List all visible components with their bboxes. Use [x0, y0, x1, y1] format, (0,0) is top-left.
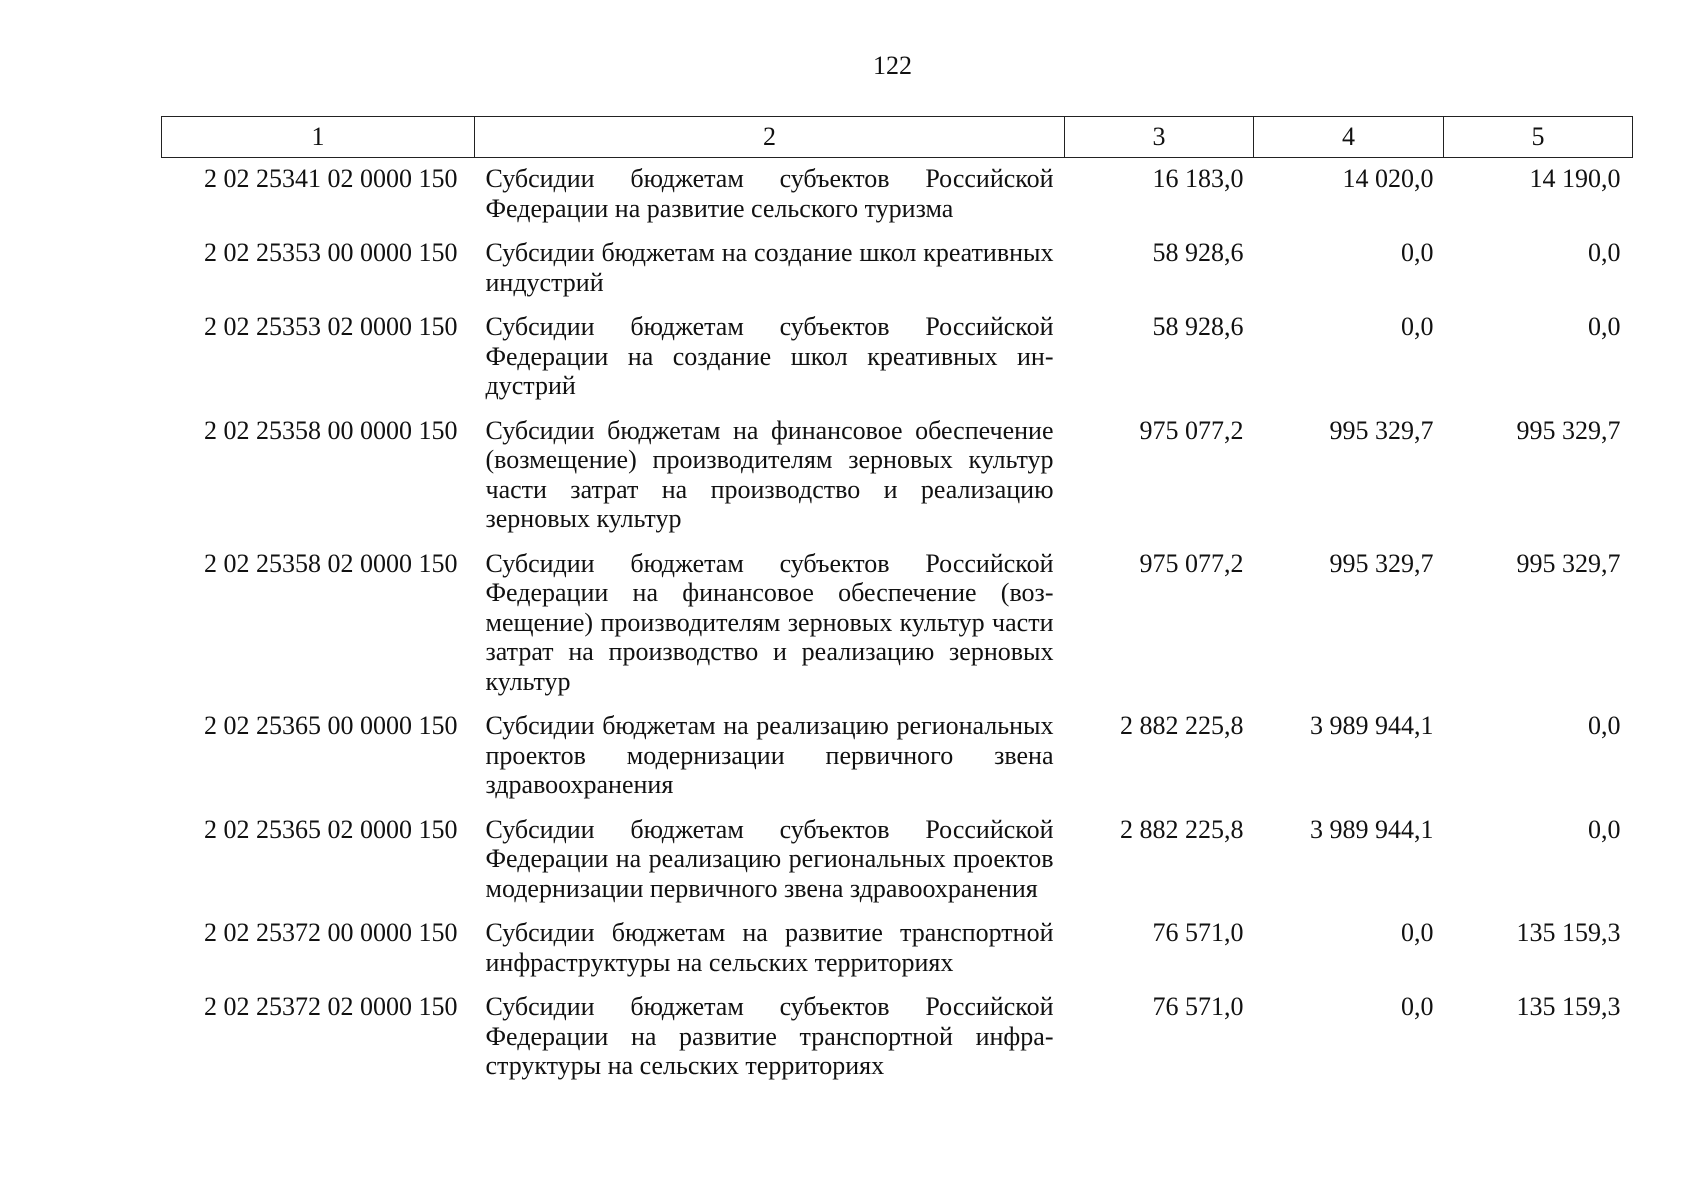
- amount-col-3: 975 077,2: [1139, 548, 1244, 578]
- revenue-code: 2 02 25372 00 0000 150: [204, 918, 458, 947]
- table-header: [162, 117, 1633, 158]
- revenue-name: Субсидии бюджетам субъектов Российской Федерации на создание школ креативных индустрий: [485, 312, 1054, 400]
- amount-col-5: 135 159,3: [1516, 918, 1621, 947]
- amount-col-3: 2 882 225,8: [1120, 711, 1244, 740]
- amount-col-5: 0,0: [1588, 711, 1621, 740]
- column-header-3: 3: [1065, 117, 1254, 158]
- amount-col-3: 2 882 225,8: [1120, 814, 1244, 844]
- amount-col-3: 76 571,0: [1152, 992, 1244, 1021]
- revenue-name: Субсидии бюджетам на развитие транспортной инфраструктуры на сельских территориях: [485, 918, 1054, 977]
- page-number: 122: [873, 51, 912, 80]
- amount-col-3: 16 183,0: [1152, 164, 1244, 193]
- revenue-name: Субсидии бюджетам на финансовое обеспечение (возмещение) производителям зерновых культур части затрат на производство и реализацию зерновых культур: [485, 415, 1054, 533]
- amount-col-3: 975 077,2: [1139, 415, 1244, 445]
- revenue-code: 2 02 25365 00 0000 150: [204, 711, 458, 740]
- revenue-code: 2 02 25365 02 0000 150: [204, 814, 458, 844]
- amount-col-4: 995 329,7: [1329, 548, 1434, 578]
- amount-col-5: 995 329,7: [1516, 415, 1621, 445]
- table-row: [162, 986, 1633, 1090]
- revenue-name: Субсидии бюджетам на реализацию региональных проектов модернизации первичного звена здравоохранения: [485, 711, 1054, 799]
- table-row: [162, 410, 1633, 543]
- revenue-code: 2 02 25358 00 0000 150: [204, 415, 458, 445]
- revenue-name: Субсидии бюджетам субъектов Российской Федерации на развитие сельского туризма: [485, 164, 1054, 223]
- table-row: [162, 158, 1633, 233]
- revenue-name: Субсидии бюджетам субъектов Российской Федерации на развитие транспортной инфраструктуры на сельских территориях: [485, 992, 1054, 1080]
- budget-table: [161, 116, 1633, 1090]
- table-row: [162, 809, 1633, 913]
- amount-col-5: 0,0: [1588, 814, 1621, 844]
- amount-col-3: 58 928,6: [1152, 312, 1244, 341]
- revenue-code: 2 02 25353 00 0000 150: [204, 238, 458, 267]
- column-header-2: 2: [475, 117, 1065, 158]
- revenue-code: 2 02 25358 02 0000 150: [204, 548, 458, 578]
- amount-col-4: 3 989 944,1: [1310, 814, 1434, 844]
- table-row: [162, 543, 1633, 706]
- amount-col-4: 0,0: [1401, 238, 1434, 267]
- table-body: [162, 158, 1633, 1090]
- revenue-name: Субсидии бюджетам на создание школ креативных индустрий: [485, 238, 1054, 297]
- header-row: [162, 117, 1633, 158]
- amount-col-3: 58 928,6: [1152, 238, 1244, 267]
- revenue-name: Субсидии бюджетам субъектов Российской Федерации на финансовое обеспечение (возмещение) производителям зерновых культур части затрат на производство и реализацию зерновых культур: [485, 548, 1054, 696]
- amount-col-4: 0,0: [1401, 312, 1434, 341]
- amount-col-5: 0,0: [1588, 238, 1621, 267]
- amount-col-5: 14 190,0: [1529, 164, 1621, 193]
- revenue-code: 2 02 25372 02 0000 150: [204, 992, 458, 1021]
- revenue-code: 2 02 25353 02 0000 150: [204, 312, 458, 341]
- amount-col-4: 14 020,0: [1342, 164, 1434, 193]
- column-header-4: 4: [1254, 117, 1444, 158]
- table-row: [162, 705, 1633, 809]
- amount-col-4: 995 329,7: [1329, 415, 1434, 445]
- column-header-5: 5: [1444, 117, 1633, 158]
- revenue-code: 2 02 25341 02 0000 150: [204, 164, 458, 193]
- column-header-1: 1: [162, 117, 475, 158]
- table-row: [162, 232, 1633, 306]
- amount-col-4: 3 989 944,1: [1310, 711, 1434, 740]
- amount-col-5: 135 159,3: [1516, 992, 1621, 1021]
- table-row: [162, 912, 1633, 986]
- amount-col-3: 76 571,0: [1152, 918, 1244, 947]
- amount-col-4: 0,0: [1401, 992, 1434, 1021]
- amount-col-4: 0,0: [1401, 918, 1434, 947]
- amount-col-5: 995 329,7: [1516, 548, 1621, 578]
- amount-col-5: 0,0: [1588, 312, 1621, 341]
- revenue-name: Субсидии бюджетам субъектов Российской Федерации на реализацию региональных проектов модернизации первичного звена здравоохранения: [485, 814, 1054, 903]
- table-row: [162, 306, 1633, 410]
